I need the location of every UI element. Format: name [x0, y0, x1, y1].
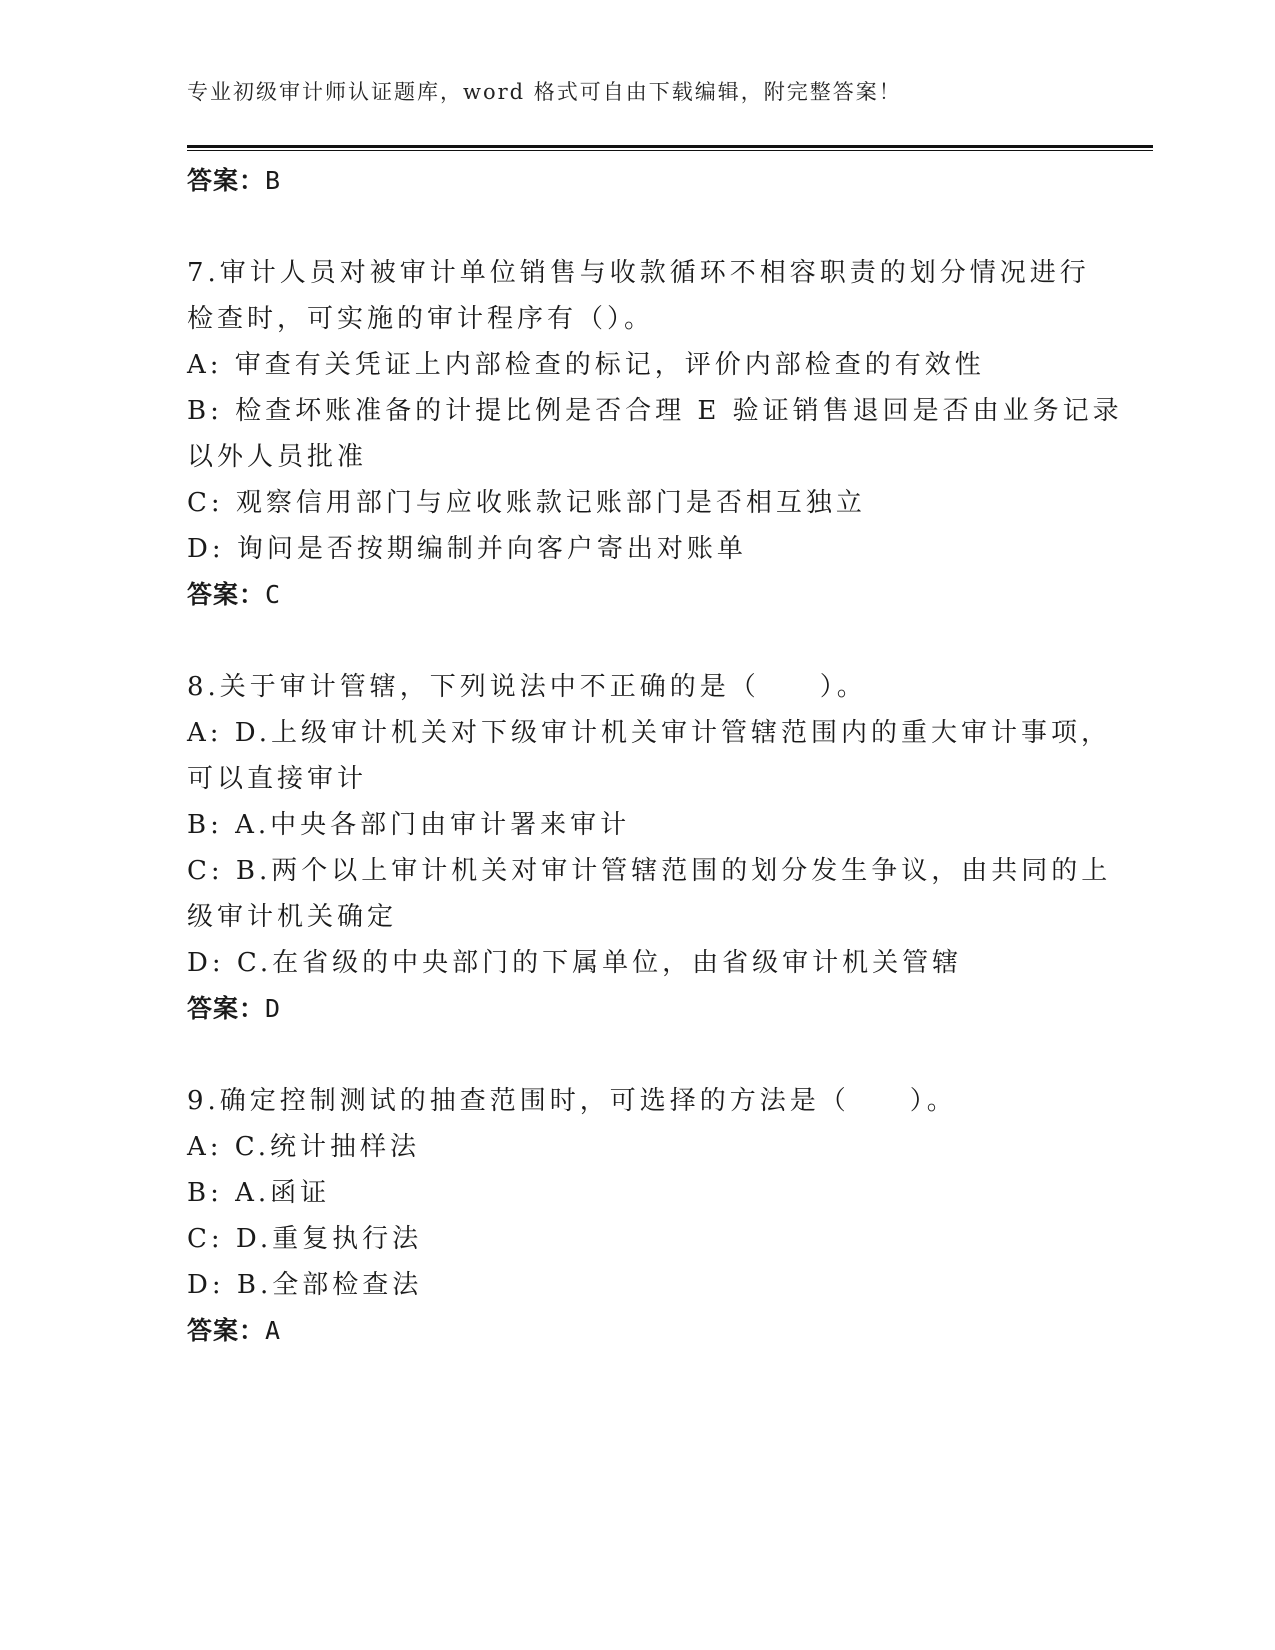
question-text: 8.关于审计管辖，下列说法中不正确的是（ ）。 [187, 672, 867, 702]
question-text: 7.审计人员对被审计单位销售与收款循环不相容职责的划分情况进行 [187, 258, 1090, 288]
question-text: 检查时，可实施的审计程序有（）。 [187, 304, 655, 334]
option-c-continued: 级审计机关确定 [187, 902, 398, 932]
answer-label: 答案： [187, 166, 266, 195]
answer-label: 答案： [187, 580, 266, 609]
option-a-continued: 可以直接审计 [187, 764, 368, 794]
question-block [187, 1078, 1087, 1354]
option-b-continued: 以外人员批准 [187, 442, 368, 472]
page-header: 专业初级审计师认证题库，word 格式可自由下载编辑，附完整答案！ [187, 80, 902, 104]
option-c: C: B.两个以上审计机关对审计管辖范围的划分发生争议，由共同的上 [187, 856, 1112, 886]
answer-line [187, 158, 1087, 204]
answer-line [187, 986, 1087, 1032]
header-rule-thin [187, 150, 1153, 151]
answer-label: 答案： [187, 994, 266, 1023]
answer-value: B [265, 166, 282, 195]
answer-line [187, 572, 1087, 618]
option-b: B: 检查坏账准备的计提比例是否合理 E 验证销售退回是否由业务记录 [187, 396, 1123, 426]
option-d: D: C.在省级的中央部门的下属单位，由省级审计机关管辖 [187, 948, 963, 978]
option-c: C: 观察信用部门与应收账款记账部门是否相互独立 [187, 488, 866, 518]
answer-label: 答案： [187, 1316, 266, 1345]
question-block [187, 250, 1123, 618]
answer-value: D [265, 994, 282, 1023]
question-text: 9.确定控制测试的抽查范围时，可选择的方法是（ ）。 [187, 1086, 957, 1116]
question-content [187, 158, 1123, 1354]
header-rule-thick [187, 145, 1153, 148]
answer-value: C [265, 580, 282, 609]
option-b: B: A.中央各部门由审计署来审计 [187, 810, 631, 840]
question-block [187, 664, 1112, 1032]
option-d: D: 询问是否按期编制并向客户寄出对账单 [187, 534, 747, 564]
option-a: A: C.统计抽样法 [187, 1132, 421, 1162]
answer-value: A [265, 1316, 282, 1345]
option-a: A: 审查有关凭证上内部检查的标记，评价内部检查的有效性 [187, 350, 985, 380]
option-d: D: B.全部检查法 [187, 1270, 423, 1300]
option-a: A: D.上级审计机关对下级审计机关审计管辖范围内的重大审计事项， [187, 718, 1111, 748]
answer-line [187, 1308, 1087, 1354]
option-b: B: A.函证 [187, 1178, 331, 1208]
option-c: C: D.重复执行法 [187, 1224, 423, 1254]
